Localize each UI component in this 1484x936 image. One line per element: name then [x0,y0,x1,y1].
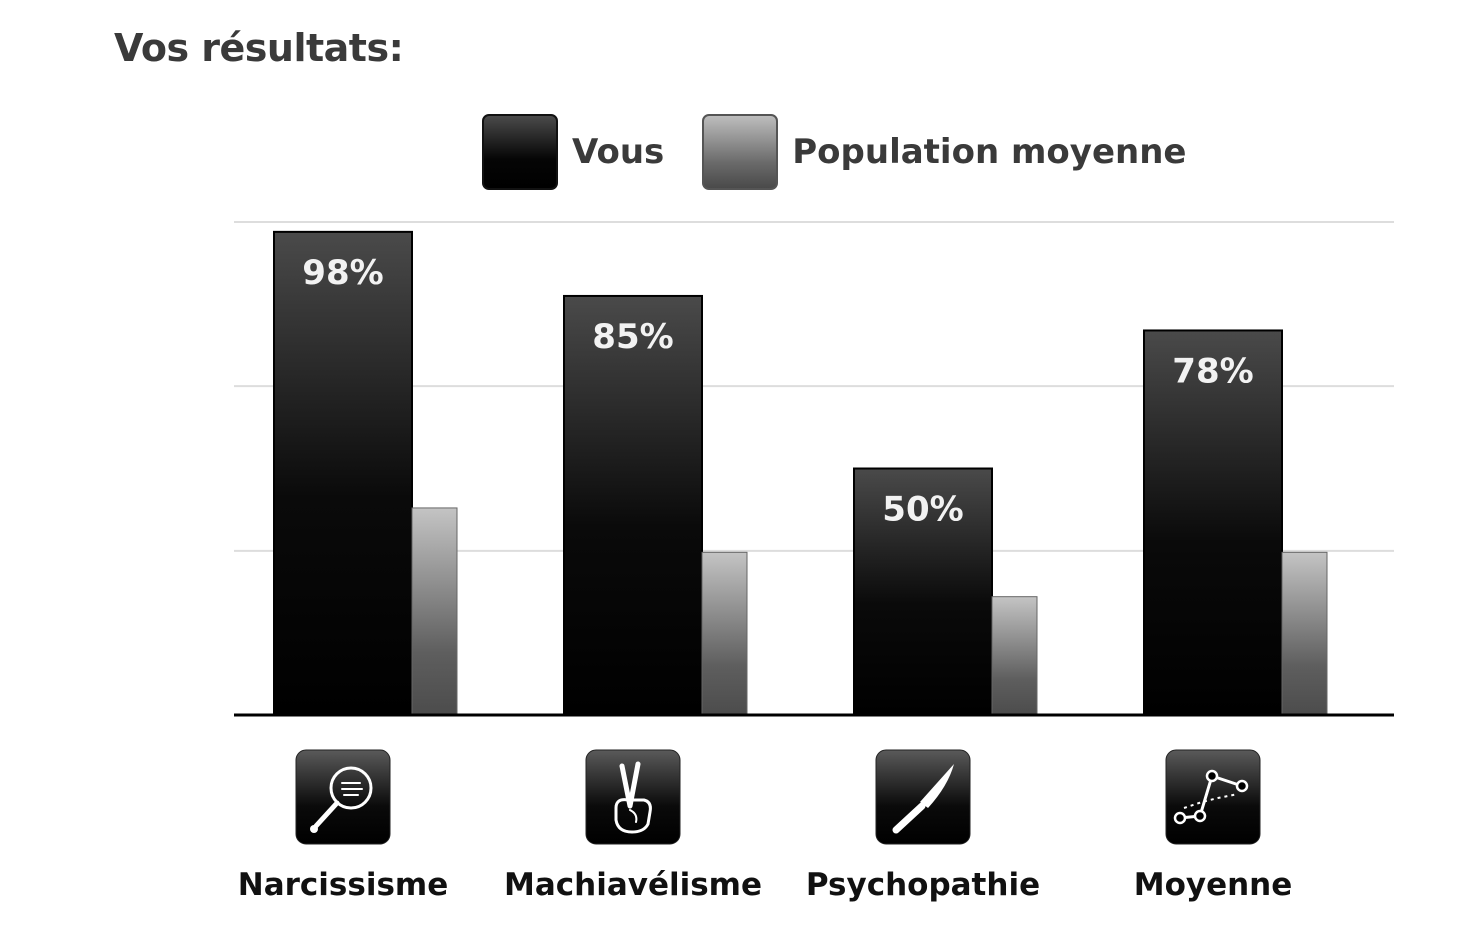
bar-population-3 [1282,552,1327,715]
legend-label-population: Population moyenne [792,132,1187,172]
bar-vous-0 [274,232,412,715]
knife-icon [876,750,970,844]
data-label-3: 78% [1172,351,1254,392]
bar-population-1 [702,552,747,715]
bar-vous-1 [564,296,702,715]
bar-population-2 [992,597,1037,715]
category-label-2: Psychopathie [805,867,1041,903]
magnifying-mirror-icon [296,750,390,844]
category-label-3: Moyenne [1133,867,1293,903]
category-labels [238,867,1293,903]
data-label-0: 98% [302,252,384,293]
line-graph-icon [1166,750,1260,844]
category-icons [296,750,1260,844]
data-label-1: 85% [592,316,674,357]
page-title: Vos résultats: [114,26,404,70]
bar-population-0 [412,508,457,715]
category-label-0: Narcissisme [237,867,449,903]
crossed-fingers-icon [586,750,680,844]
bars [274,232,1327,715]
legend-label-you: Vous [572,132,665,172]
category-label-1: Machiavélisme [503,867,763,903]
data-label-2: 50% [882,489,964,530]
